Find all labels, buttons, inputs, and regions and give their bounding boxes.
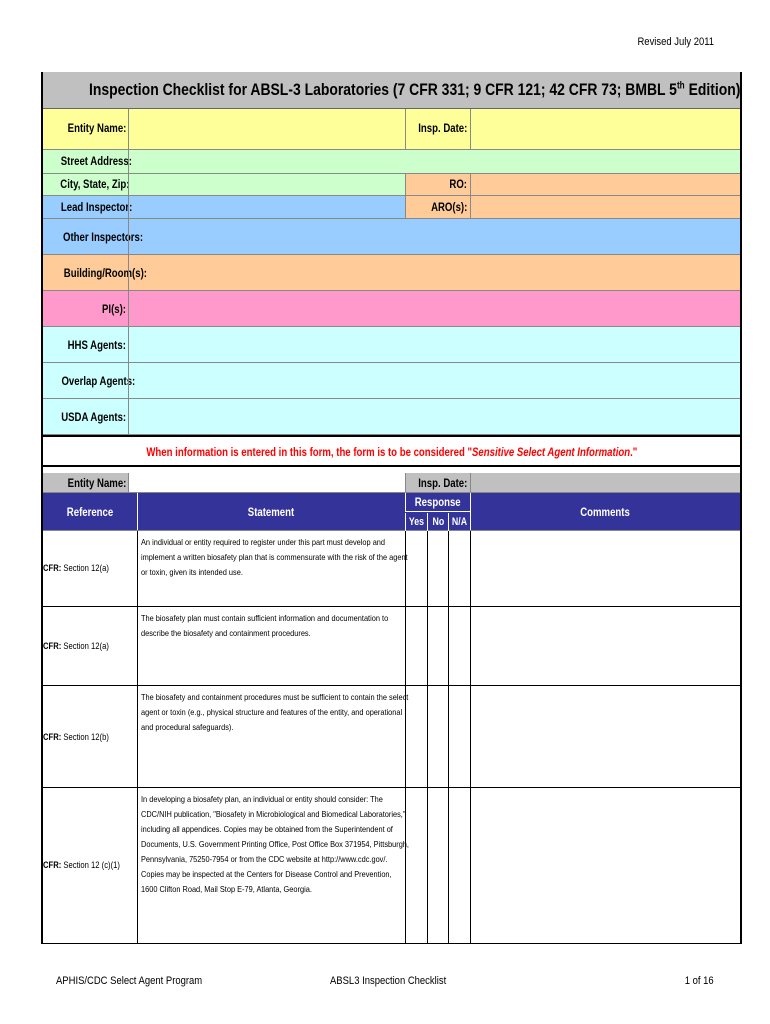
hhs-agents-field[interactable] [128, 327, 740, 362]
statement-line: Pennsylvania, 75250-7954 or from the CDC website at http://www.cdc.gov/. [141, 854, 388, 864]
col-yes: Yes [405, 513, 427, 531]
na-checkbox[interactable] [448, 607, 470, 685]
insp-date-field[interactable] [470, 109, 740, 149]
statement-line: 1600 Clifton Road, Mail Stop E-79, Atlanta, Georgia. [141, 884, 312, 894]
street-address-field[interactable] [128, 150, 740, 173]
lead-inspector-field[interactable] [128, 196, 405, 218]
na-checkbox[interactable] [448, 788, 470, 943]
city-state-zip-label: City, State, Zip: [60, 177, 130, 191]
usda-agents-row [43, 399, 740, 435]
sensitive-notice: When information is entered in this form, the form is to be considered "Sensitive Select Agent Information." [146, 445, 637, 459]
building-rooms-field[interactable] [128, 255, 740, 290]
aro-label-cell [405, 196, 470, 218]
ro-label: RO: [449, 177, 467, 191]
col-response: Response [405, 493, 470, 512]
statement-cell [137, 686, 409, 787]
insp-date-label: Insp. Date: [418, 121, 468, 135]
statement-line: An individual or entity required to register under this part must develop and [141, 537, 386, 547]
footer-page-number: 1 of 16 [685, 975, 714, 987]
sub-insp-date-field[interactable] [470, 473, 740, 492]
form-title-bar [43, 72, 740, 109]
city-state-zip-row [43, 174, 740, 196]
city-state-zip-field[interactable] [128, 174, 405, 195]
statement-line: The biosafety plan must contain sufficient information and documentation to [141, 613, 389, 623]
sub-header-row [43, 473, 740, 493]
statement-line: implement a written biosafety plan that is commensurate with the risk of the agent [141, 552, 408, 562]
sub-insp-date-label-cell [405, 473, 470, 492]
reference-cell: CFR: Section 12(a) [43, 641, 109, 651]
col-reference: Reference [66, 504, 114, 519]
comments-field[interactable] [470, 531, 740, 606]
na-checkbox[interactable] [448, 686, 470, 787]
aro-label: ARO(s): [430, 200, 467, 214]
table-row [43, 531, 740, 607]
sub-entity-name-label: Entity Name: [43, 473, 128, 492]
yes-checkbox[interactable] [405, 531, 427, 606]
pis-label: PI(s): [102, 302, 126, 316]
comments-field[interactable] [470, 607, 740, 685]
building-rooms-label: Building/Room(s): [63, 266, 147, 280]
entity-name-row [43, 109, 740, 150]
table-row [43, 788, 740, 944]
sub-entity-name-field[interactable] [128, 473, 405, 492]
table-row [43, 686, 740, 788]
entity-name-field[interactable] [128, 109, 405, 149]
statement-line: including all appendices. Copies may be obtained from the Superintendent of [141, 824, 393, 834]
table-header [43, 493, 740, 531]
pis-field[interactable] [128, 291, 740, 326]
sub-insp-date-label: Insp. Date: [418, 476, 468, 490]
other-inspectors-row [43, 219, 740, 255]
statement-cell [137, 607, 405, 685]
hhs-agents-row [43, 327, 740, 363]
no-checkbox[interactable] [427, 788, 448, 943]
form-title: Inspection Checklist for ABSL-3 Laboratories (7 CFR 331; 9 CFR 121; 42 CFR 73; BMBL 5th Edition) [89, 80, 741, 99]
building-rooms-row [43, 255, 740, 291]
usda-agents-field[interactable] [128, 399, 740, 434]
statement-line: Documents, U.S. Government Printing Office, Post Office Box 371954, Pittsburgh, [141, 839, 409, 849]
ro-field[interactable] [470, 174, 740, 195]
ro-label-cell [405, 174, 470, 195]
hhs-agents-label: HHS Agents: [67, 338, 126, 352]
entity-name-label: Entity Name: [67, 121, 126, 135]
street-address-row [43, 150, 740, 174]
insp-date-label-cell [405, 109, 470, 149]
revised-date: Revised July 2011 [637, 36, 714, 48]
statement-line: The biosafety and containment procedures must be sufficient to contain the select [141, 692, 409, 702]
overlap-agents-field[interactable] [128, 363, 740, 398]
footer-doc-title: ABSL3 Inspection Checklist [330, 975, 447, 987]
other-inspectors-label: Other Inspectors: [63, 230, 144, 244]
statement-line: describe the biosafety and containment procedures. [141, 628, 311, 638]
form-right-border [740, 72, 742, 944]
footer-program: APHIS/CDC Select Agent Program [56, 975, 203, 987]
sensitive-notice-row [43, 435, 740, 467]
overlap-agents-row [43, 363, 740, 399]
comments-field[interactable] [470, 788, 740, 943]
yes-checkbox[interactable] [405, 607, 427, 685]
lead-inspector-label: Lead Inspector: [60, 200, 133, 214]
no-checkbox[interactable] [427, 607, 448, 685]
no-checkbox[interactable] [427, 531, 448, 606]
col-comments: Comments [470, 493, 740, 530]
lead-inspector-row [43, 196, 740, 219]
other-inspectors-field[interactable] [128, 219, 740, 254]
overlap-agents-label: Overlap Agents: [61, 374, 136, 388]
table-row [43, 607, 740, 686]
comments-field[interactable] [470, 686, 740, 787]
street-address-label: Street Address: [60, 154, 132, 168]
reference-cell: CFR: Section 12 (c)(1) [43, 860, 120, 870]
yes-checkbox[interactable] [405, 686, 427, 787]
col-na: N/A [448, 513, 470, 531]
usda-agents-label: USDA Agents: [61, 410, 126, 424]
col-no: No [427, 513, 448, 531]
statement-line: agent or toxin (e.g., physical structure and features of the entity, and operational [141, 707, 403, 717]
reference-cell: CFR: Section 12(b) [43, 732, 109, 742]
aro-field[interactable] [470, 196, 740, 218]
statement-line: or toxin, given its intended use. [141, 567, 243, 577]
yes-checkbox[interactable] [405, 788, 427, 943]
statement-cell [137, 788, 409, 943]
no-checkbox[interactable] [427, 686, 448, 787]
col-statement: Statement [137, 493, 405, 530]
statement-cell [137, 531, 408, 606]
statement-line: CDC/NIH publication, "Biosafety in Microbiological and Biomedical Laboratories," [141, 809, 406, 819]
statement-line: and procedural safeguards). [141, 722, 234, 732]
na-checkbox[interactable] [448, 531, 470, 606]
statement-line: In developing a biosafety plan, an individual or entity should consider: The [141, 794, 383, 804]
reference-cell: CFR: Section 12(a) [43, 563, 109, 573]
pis-row [43, 291, 740, 327]
statement-line: Copies may be inspected at the Centers for Disease Control and Prevention, [141, 869, 392, 879]
